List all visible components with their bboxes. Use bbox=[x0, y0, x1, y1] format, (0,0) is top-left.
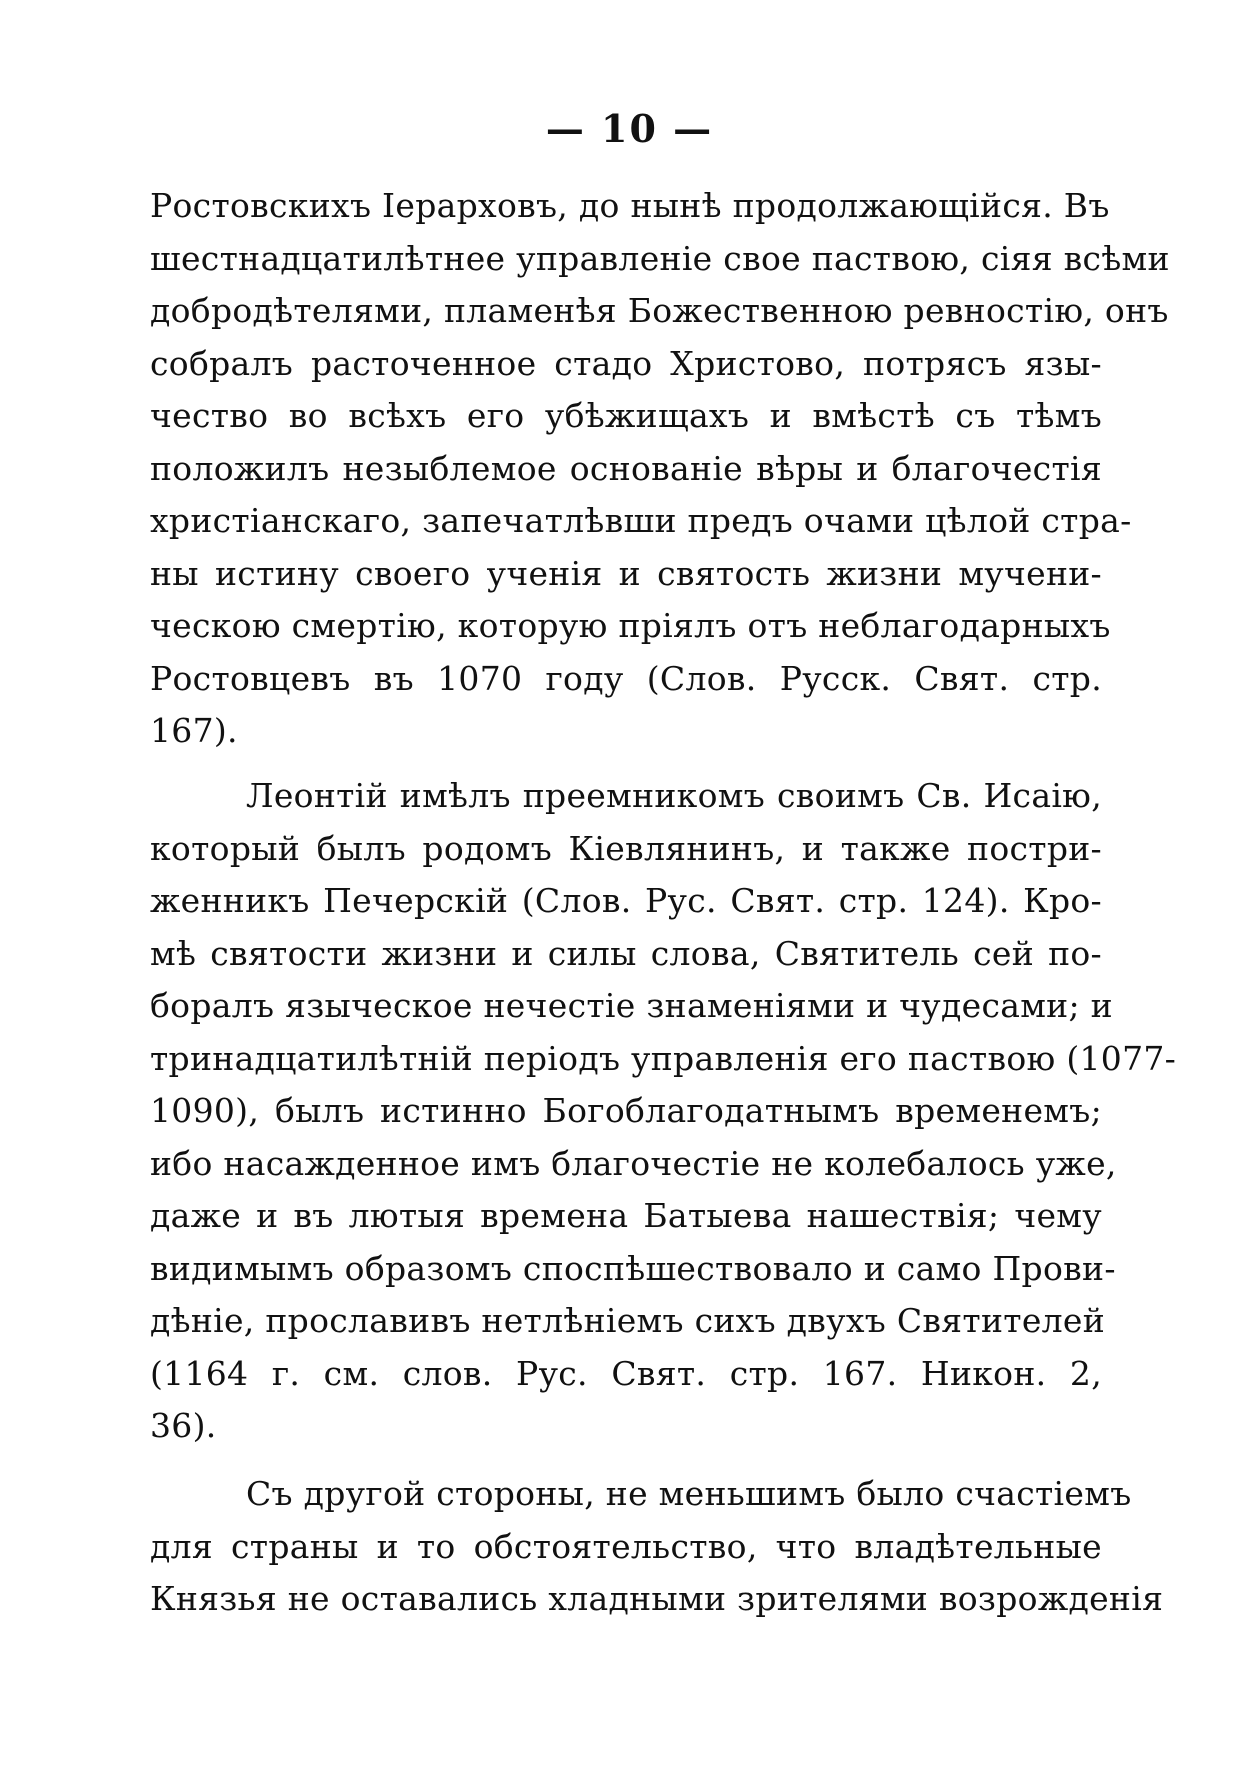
text-line: Ростовскихъ Іерарховъ, до нынѣ продолжающійся. Въ bbox=[150, 186, 1110, 225]
text-line: чество во всѣхъ его убѣжищахъ и вмѣстѣ съ тѣмъ bbox=[150, 396, 1102, 435]
text-line: Ростовцевъ въ 1070 году (Слов. Русск. Свят. стр. bbox=[150, 658, 1102, 698]
text-line: для страны и то обстоятельство, что владѣтельные bbox=[150, 1526, 1102, 1566]
paragraph-1 bbox=[150, 180, 1170, 758]
text-line: Леонтій имѣлъ преемникомъ своимъ Св. Исаію, bbox=[246, 776, 1102, 815]
text-line: собралъ расточенное стадо Христово, потрясъ язы- bbox=[150, 343, 1102, 383]
text-line: шестнадцатилѣтнее управленіе свое паствою, сіяя всѣми bbox=[150, 238, 1170, 278]
text-line: даже и въ лютыя времена Батыева нашествія; чему bbox=[150, 1196, 1102, 1235]
text-line: видимымъ образомъ споспѣшествовало и само Прови- bbox=[150, 1248, 1116, 1288]
text-line: боралъ языческое нечестіе знаменіями и чудесами; и bbox=[150, 986, 1113, 1025]
text-line: мѣ святости жизни и силы слова, Святитель сей по- bbox=[150, 933, 1102, 973]
paragraph-3 bbox=[150, 1468, 1164, 1626]
text-line: добродѣтелями, пламенѣя Божественною ревностію, онъ bbox=[150, 291, 1169, 330]
text-line: 36). bbox=[150, 1406, 217, 1445]
text-line: 1090), былъ истинно Богоблагодатнымъ временемъ; bbox=[150, 1091, 1102, 1130]
text-line: Князья не оставались хладными зрителями возрожденія bbox=[150, 1579, 1164, 1618]
text-line: христіанскаго, запечатлѣвши предъ очами цѣлой стра- bbox=[150, 501, 1132, 540]
text-line: ибо насажденное имъ благочестіе не колебалось уже, bbox=[150, 1143, 1117, 1183]
text-line: 167). bbox=[150, 711, 238, 750]
page-number: — 10 — bbox=[545, 106, 714, 151]
paragraph-2 bbox=[150, 770, 1177, 1453]
text-line: (1164 г. см. слов. Рус. Свят. стр. 167. Никон. 2, bbox=[150, 1353, 1102, 1393]
text-line: который былъ родомъ Кіевлянинъ, и также постри- bbox=[150, 828, 1102, 868]
text-line: Съ другой стороны, не меньшимъ было счастіемъ bbox=[246, 1474, 1132, 1513]
text-line: дѣніе, прославивъ нетлѣніемъ сихъ двухъ Святителей bbox=[150, 1301, 1106, 1340]
text-line: положилъ незыблемое основаніе вѣры и благочестія bbox=[150, 448, 1102, 488]
text-line: ны истину своего ученія и святость жизни мучени- bbox=[150, 553, 1102, 593]
text-line: ческою смертію, которую пріялъ отъ неблагодарныхъ bbox=[150, 606, 1111, 645]
text-line: тринадцатилѣтній періодъ управленія его паствою (1077- bbox=[150, 1038, 1177, 1078]
text-line: женникъ Печерскій (Слов. Рус. Свят. стр. 124). Кро- bbox=[150, 881, 1102, 920]
